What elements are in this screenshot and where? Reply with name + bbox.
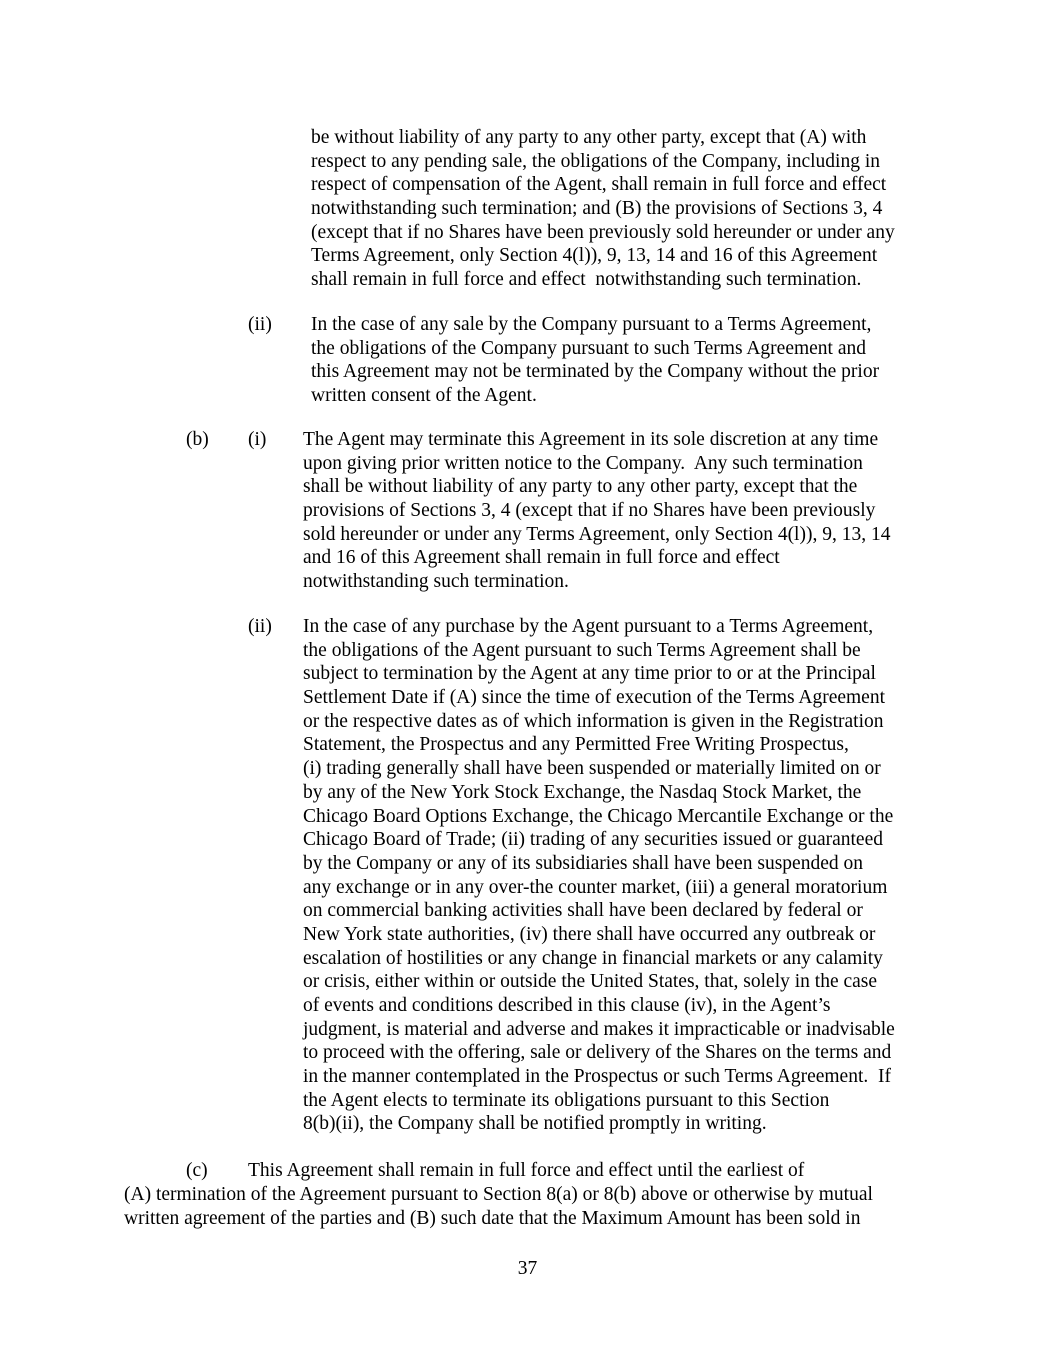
paragraph-b-i xyxy=(303,428,890,594)
text-line: on commercial banking activities shall have been declared by federal or xyxy=(303,900,863,922)
text-line: the obligations of the Agent pursuant to such Terms Agreement shall be xyxy=(303,639,861,661)
text-line: In the case of any purchase by the Agent pursuant to a Terms Agreement, xyxy=(303,616,874,637)
text-line: New York state authorities, (iv) there shall have occurred any outbreak or xyxy=(303,923,876,945)
text-line: or the respective dates as of which information is given in the Registration xyxy=(303,710,884,732)
text-line: Settlement Date if (A) since the time of execution of the Terms Agreement xyxy=(303,687,886,709)
text-line: judgment, is material and adverse and makes it impracticable or inadvisable xyxy=(303,1018,895,1040)
text-line: be without liability of any party to any other party, except that (A) with xyxy=(311,127,867,148)
text-line: (i) trading generally shall have been suspended or materially limited on or xyxy=(303,758,881,780)
text-line: by the Company or any of its subsidiaries shall have been suspended on xyxy=(303,852,863,874)
text-line: written consent of the Agent. xyxy=(311,385,537,407)
page-number: 37 xyxy=(517,1258,538,1279)
section-label-b: (b) xyxy=(186,429,209,450)
text-line: the obligations of the Company pursuant to such Terms Agreement and xyxy=(311,337,867,359)
text-line: Chicago Board Options Exchange, the Chicago Mercantile Exchange or the xyxy=(303,805,894,827)
text-line: of events and conditions described in this clause (iv), in the Agent’s xyxy=(303,995,831,1016)
paragraph-c xyxy=(124,1183,873,1230)
text-line: Chicago Board of Trade; (ii) trading of any securities issued or guaranteed xyxy=(303,829,883,851)
text-line: In the case of any sale by the Company pursuant to a Terms Agreement, xyxy=(311,314,872,335)
text-line: to proceed with the offering, sale or delivery of the Shares on the terms and xyxy=(303,1042,892,1064)
text-line: sold hereunder or under any Terms Agreement, only Section 4(l)), 9, 13, 14 xyxy=(303,523,891,545)
text-line: respect to any pending sale, the obligations of the Company, including in xyxy=(311,150,880,172)
clause-label-b-i: (i) xyxy=(248,429,267,450)
paragraph-a-i-continued xyxy=(311,126,895,292)
text-line: (except that if no Shares have been previously sold hereunder or under any xyxy=(311,221,895,243)
clause-label-b-ii: (ii) xyxy=(248,616,272,637)
text-line: by any of the New York Stock Exchange, the Nasdaq Stock Market, the xyxy=(303,781,862,803)
text-line: shall be without liability of any party to any other party, except that the xyxy=(303,476,858,498)
text-line: in the manner contemplated in the Prospectus or such Terms Agreement. If xyxy=(303,1066,891,1088)
text-line: this Agreement may not be terminated by the Company without the prior xyxy=(311,361,880,383)
clause-label-a-ii: (ii) xyxy=(248,314,272,335)
text-line: written agreement of the parties and (B) such date that the Maximum Amount has been sold in xyxy=(124,1207,861,1229)
text-line: any exchange or in any over-the counter market, (iii) a general moratorium xyxy=(303,876,888,898)
text-line: shall remain in full force and effect notwithstanding such termination. xyxy=(311,269,862,291)
text-line: Terms Agreement, only Section 4(l)), 9, 13, 14 and 16 of this Agreement xyxy=(311,245,878,267)
paragraph-b-ii xyxy=(303,615,895,1136)
text-line: or crisis, either within or outside the United States, that, solely in the case xyxy=(303,971,878,993)
text-line: The Agent may terminate this Agreement in its sole discretion at any time xyxy=(303,429,879,450)
text-line: provisions of Sections 3, 4 (except that if no Shares have been previously xyxy=(303,500,876,522)
text-line: 8(b)(ii), the Company shall be notified promptly in writing. xyxy=(303,1113,767,1135)
section-label-c: (c) xyxy=(186,1160,208,1181)
text-line: the Agent elects to terminate its obligations pursuant to this Section xyxy=(303,1089,830,1111)
text-line: notwithstanding such termination. xyxy=(303,571,569,593)
text-line: subject to termination by the Agent at any time prior to or at the Principal xyxy=(303,663,876,685)
paragraph-c-first-line: This Agreement shall remain in full force and effect until the earliest of xyxy=(248,1160,805,1181)
text-line: escalation of hostilities or any change in financial markets or any calamity xyxy=(303,947,883,969)
paragraph-a-ii xyxy=(311,313,879,408)
text-line: Statement, the Prospectus and any Permitted Free Writing Prospectus, xyxy=(303,734,849,756)
text-line: (A) termination of the Agreement pursuant to Section 8(a) or 8(b) above or otherwise by mutual xyxy=(124,1184,873,1205)
text-line: notwithstanding such termination; and (B) the provisions of Sections 3, 4 xyxy=(311,198,883,220)
text-line: and 16 of this Agreement shall remain in full force and effect xyxy=(303,547,780,569)
text-line: upon giving prior written notice to the Company. Any such termination xyxy=(303,452,863,474)
text-line: respect of compensation of the Agent, shall remain in full force and effect xyxy=(311,174,887,196)
